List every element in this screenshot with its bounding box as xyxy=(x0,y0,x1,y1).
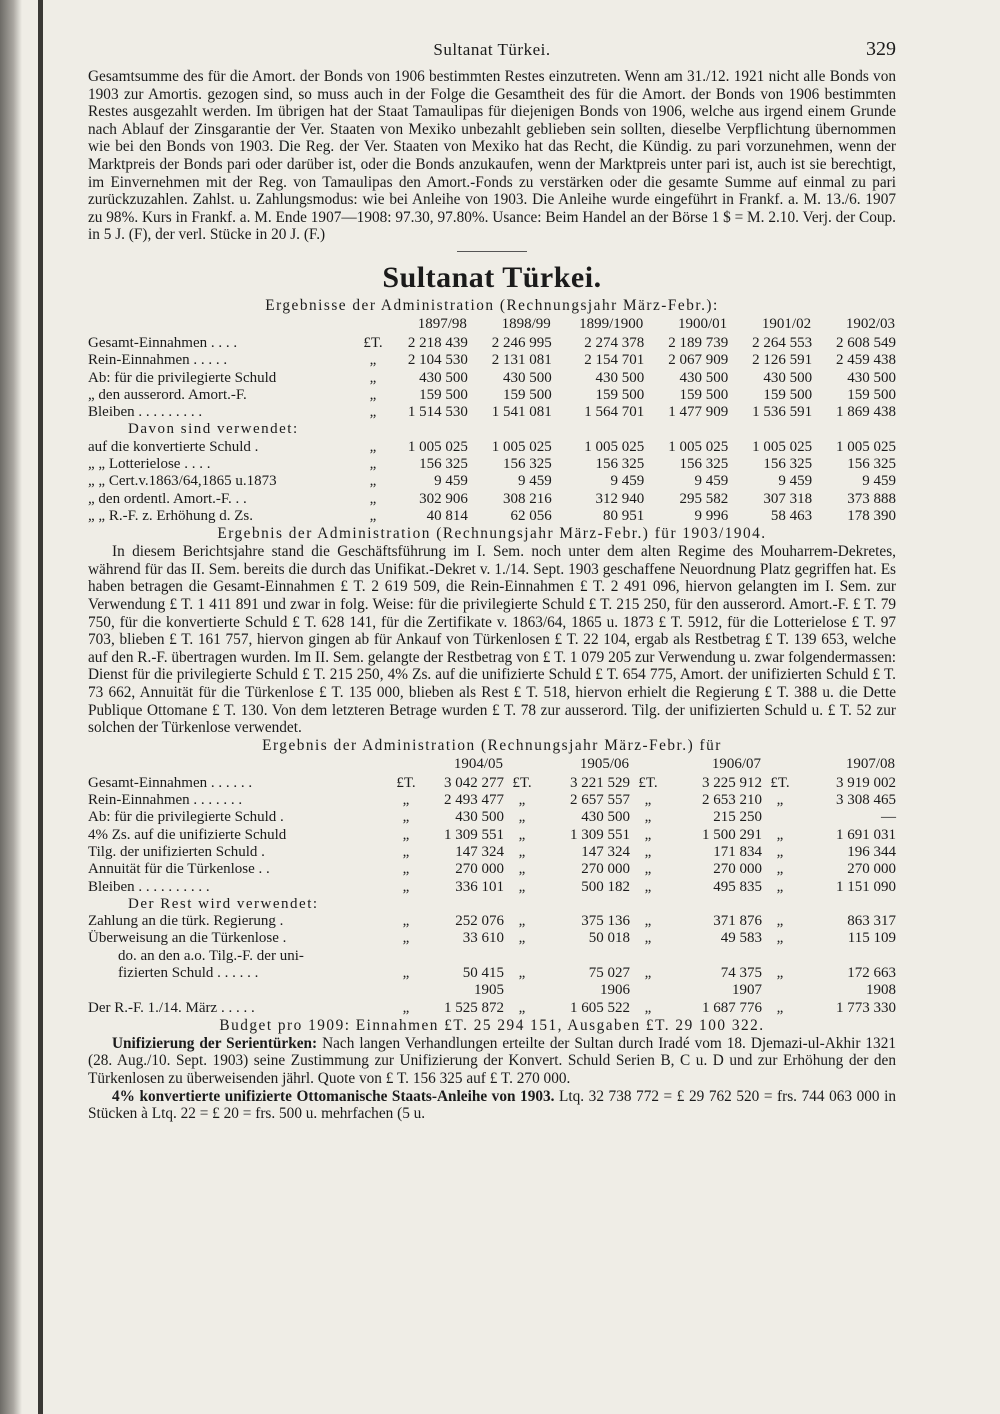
value-cell: — xyxy=(881,809,896,826)
row-label: fizierten Schuld . . . . . . xyxy=(118,965,259,981)
value-cell: 1 005 025 xyxy=(491,438,552,455)
row-label: „ „ Cert.v.1863/64,1865 u.1873 xyxy=(88,473,277,490)
value-cell: 159 500 xyxy=(503,386,552,403)
page-number: 329 xyxy=(866,38,896,60)
table1-row xyxy=(88,491,896,508)
value-cell: 3 221 529 xyxy=(570,774,630,791)
value-cell: 500 182 xyxy=(581,878,630,895)
value-cell: 2 657 557 xyxy=(570,792,630,809)
value-cell: 9 459 xyxy=(518,473,552,490)
unit-mark: „ xyxy=(369,352,377,369)
table2-year: 1904/05 xyxy=(453,756,503,773)
value-cell: 2 067 909 xyxy=(668,352,729,369)
value-cell: 115 109 xyxy=(847,930,896,947)
value-cell: 430 500 xyxy=(847,369,896,386)
unit-mark: „ xyxy=(644,913,652,930)
value-cell: 1 687 776 xyxy=(702,999,762,1016)
value-cell: 1 309 551 xyxy=(444,826,504,843)
value-cell: 1 500 291 xyxy=(702,826,762,843)
value-cell: 172 663 xyxy=(847,965,896,981)
value-cell: 3 225 912 xyxy=(702,774,762,791)
table1-caption: Ergebnisse der Administration (Rechnungsjahr März-Febr.): xyxy=(265,296,719,314)
value-cell: 2 189 739 xyxy=(668,334,729,351)
unit-mark: „ xyxy=(518,861,526,878)
table1-row xyxy=(88,370,896,387)
unit-mark: „ xyxy=(776,826,784,843)
value-cell: 215 250 xyxy=(713,809,762,826)
value-cell: 430 500 xyxy=(419,369,468,386)
unit-mark: „ xyxy=(402,965,410,981)
table1-row xyxy=(88,335,896,352)
value-cell: 430 500 xyxy=(595,369,645,386)
reserve-fund-year-row xyxy=(88,982,896,999)
value-cell: 1 514 530 xyxy=(407,404,468,421)
value-cell: 3 042 277 xyxy=(444,774,504,791)
running-header xyxy=(88,34,896,68)
row-label: Davon sind verwendet: xyxy=(128,421,299,438)
row-label: do. an den a.o. Tilg.-F. der uni- xyxy=(118,947,304,964)
unit-mark: „ xyxy=(518,878,526,895)
table1-body xyxy=(88,335,896,525)
table1-row xyxy=(88,387,896,404)
budget-line: Budget pro 1909: Einnahmen £T. 25 294 151, Ausgaben £T. 29 100 322. xyxy=(219,1016,765,1034)
value-cell: 2 493 477 xyxy=(444,792,504,809)
unifizierung-text: Nach langen Verhandlungen erteilte der Sultan durch Iradé vom 18. Djemazi-ul-Akhir 1321 (28. Aug./10. Sept. 1903) seine Zustimmung zur Unifizierung der Konvert. Schuld Serien B, C u. D und zur Erhöhung der den Türkenlosen zu überweisenden jährl. Quote von £ T. 156 325 auf £ T. 270 000. xyxy=(88,1034,896,1088)
value-cell: 373 888 xyxy=(847,490,896,507)
unit-mark: „ xyxy=(402,809,410,826)
table2-row xyxy=(88,965,896,982)
unit-mark: „ xyxy=(644,792,652,809)
table1-year: 1899/1900 xyxy=(579,316,644,333)
administration-table-1897-1903 xyxy=(88,315,896,525)
value-cell: 1 773 330 xyxy=(836,999,896,1016)
value-cell: 270 000 xyxy=(713,861,762,878)
table2-body xyxy=(88,775,896,983)
value-cell: 156 325 xyxy=(679,456,729,473)
unifizierung-paragraph xyxy=(88,1035,896,1088)
value-cell: 9 459 xyxy=(434,473,468,490)
table2-row xyxy=(88,913,896,930)
row-label: Der Rest wird verwendet: xyxy=(128,895,319,912)
unit-mark: „ xyxy=(518,999,526,1016)
anleihe-paragraph xyxy=(88,1088,896,1123)
value-cell: 58 463 xyxy=(770,507,813,524)
value-cell: 159 500 xyxy=(419,386,468,403)
unit-mark: „ xyxy=(369,507,377,524)
value-cell: 156 325 xyxy=(595,456,645,473)
value-cell: 1 477 909 xyxy=(668,404,729,421)
row-label: Annuität für die Türkenlose . . xyxy=(88,861,270,878)
unit-mark: „ xyxy=(644,878,652,895)
value-cell: 159 500 xyxy=(763,386,813,403)
value-cell: 1 691 031 xyxy=(836,826,896,843)
unit-mark: „ xyxy=(518,826,526,843)
row-label: Überweisung an die Türkenlose . xyxy=(88,930,287,947)
table1-row xyxy=(88,352,896,369)
unit-mark: „ xyxy=(776,861,784,878)
row-label: Gesamt-Einnahmen . . . . . . xyxy=(88,774,253,791)
table1-year: 1900/01 xyxy=(678,316,728,333)
table1-year: 1897/98 xyxy=(417,316,467,333)
table2-row xyxy=(88,861,896,878)
unit-mark: „ xyxy=(776,965,784,981)
unit-mark: „ xyxy=(402,826,410,843)
table1-row xyxy=(88,404,896,421)
value-cell: 270 000 xyxy=(581,861,630,878)
value-cell: 9 459 xyxy=(610,473,645,490)
value-cell: 1 536 591 xyxy=(752,404,813,421)
unit-mark: „ xyxy=(776,930,784,947)
value-cell: 196 344 xyxy=(847,843,896,860)
section-divider xyxy=(457,251,527,252)
table2-year: 1907/08 xyxy=(845,756,895,773)
table2-row xyxy=(88,948,896,965)
unit-mark: „ xyxy=(644,930,652,947)
reserve-fund-year: 1906 xyxy=(600,982,630,999)
unit-mark: „ xyxy=(518,792,526,809)
value-cell: 336 101 xyxy=(455,878,504,895)
unit-mark: „ xyxy=(402,843,410,860)
value-cell: 2 264 553 xyxy=(752,334,813,351)
table2-row xyxy=(88,809,896,826)
unit-mark: „ xyxy=(776,999,784,1016)
value-cell: 159 500 xyxy=(679,386,729,403)
table1-row xyxy=(88,508,896,525)
table1-year: 1902/03 xyxy=(845,316,895,333)
value-cell: 307 318 xyxy=(763,490,813,507)
value-cell: 495 835 xyxy=(713,878,762,895)
unit-mark: „ xyxy=(518,930,526,947)
value-cell: 9 459 xyxy=(862,473,896,490)
unit-mark: „ xyxy=(402,930,410,947)
value-cell: 40 814 xyxy=(426,507,468,524)
value-cell: 33 610 xyxy=(462,930,504,947)
row-label: auf die konvertierte Schuld . xyxy=(88,438,259,455)
value-cell: 863 317 xyxy=(847,913,896,930)
value-cell: 147 324 xyxy=(455,843,504,860)
value-cell: 1 005 025 xyxy=(407,438,468,455)
table2-row xyxy=(88,844,896,861)
value-cell: 1 541 081 xyxy=(491,404,552,421)
value-cell: 9 996 xyxy=(694,507,729,524)
row-label: „ den ausserord. Amort.-F. xyxy=(88,386,247,403)
value-cell: 295 582 xyxy=(679,490,729,507)
unit-mark: „ xyxy=(644,809,652,826)
row-label: Der R.-F. 1./14. März . . . . . xyxy=(88,999,255,1016)
value-cell: 270 000 xyxy=(847,861,896,878)
value-cell: 430 500 xyxy=(581,809,630,826)
value-cell: 2 246 995 xyxy=(491,334,552,351)
table1-year-row xyxy=(88,315,896,335)
value-cell: 156 325 xyxy=(763,456,813,473)
value-cell: 74 375 xyxy=(720,965,762,981)
table2-row xyxy=(88,792,896,809)
section-title: Sultanat Türkei. xyxy=(382,260,602,294)
value-cell: 159 500 xyxy=(847,386,896,403)
table1-row xyxy=(88,439,896,456)
unit-mark: „ xyxy=(776,878,784,895)
value-cell: 2 653 210 xyxy=(702,792,762,809)
value-cell: 9 459 xyxy=(778,473,813,490)
table2-year: 1906/07 xyxy=(711,756,761,773)
unit-mark: „ xyxy=(369,369,377,386)
value-cell: 430 500 xyxy=(679,369,729,386)
value-cell: 2 131 081 xyxy=(491,352,552,369)
unit-mark: „ xyxy=(644,826,652,843)
unit-mark: „ xyxy=(518,843,526,860)
running-title: Sultanat Türkei. xyxy=(433,40,551,59)
value-cell: 1 005 025 xyxy=(668,438,729,455)
reserve-fund-year: 1907 xyxy=(732,982,762,999)
value-cell: 2 154 701 xyxy=(584,352,645,369)
value-cell: 50 415 xyxy=(462,965,504,981)
admin-1903-text: In diesem Berichtsjahre stand die Geschäftsführung im I. Sem. noch unter dem alten Regime des Mouharrem-Dekretes, während für das II. Sem. bereits die durch das Unifikat.-Dekret v. 1./14. Sept. 1903 geschaffene Neuordnung Platz gegriffen hat. Es haben betragen die Gesamt-Einnahmen £ T. 2 619 509, die Rein-Einnahmen £ T. 2 491 096, hiervon gelangten im I. Sem. zur Verwendung £ T. 1 411 891 und zwar in folg. Weise: für die privilegierte Schuld £ T. 215 250, für den ausserord. Amort.-F. £ T. 79 750, für die konvertierte Schuld £ T. 628 141, für die Zertifikate v. 1863/64, 1865 u. 1873 £ T. 5912, für die Lotterielose £ T. 97 703, blieben £ T. 161 757, hiervon gingen ab für Ankauf von Türkenlosen £ T. 22 104, ergab als Restbetrag £ T. 139 653, welche auf den R.-F. übertragen wurden. Im II. Sem. gelangte der Restbetrag von £ T. 1 079 205 zur Verwendung u. zwar folgendermassen: Dienst für die privilegierte Schuld £ T. 215 250, 4% Zs. auf die unifizierte Schuld £ T. 654 775, Amort. der unifizierten Schuld £ T. 73 662, Annuität für die Türkenlose £ T. 135 000, blieben als Rest £ T. 518, hiervon erhielt die Regierung £ T. 388 u. die Dette Publique Ottomane £ T. 130. Von dem letzteren Betrage wurden £ T. 78 zur ausserord. Tilg. der unifizierten Schuld u. £ T. 52 zur solchen der Türkenlose verwendet. xyxy=(88,543,896,737)
table2-year-row xyxy=(88,755,896,775)
value-cell: 156 325 xyxy=(503,456,552,473)
unit-mark: „ xyxy=(369,456,377,473)
value-cell: 2 126 591 xyxy=(752,352,813,369)
value-cell: 312 940 xyxy=(595,490,645,507)
value-cell: 171 834 xyxy=(713,843,762,860)
value-cell: 1 005 025 xyxy=(752,438,813,455)
table2-row xyxy=(88,775,896,792)
unit-mark: „ xyxy=(776,792,784,809)
row-label: Tilg. der unifizierten Schuld . xyxy=(88,843,265,860)
table2-row xyxy=(88,896,896,913)
value-cell: 1 005 025 xyxy=(584,438,645,455)
unit-mark: £T. xyxy=(770,774,790,791)
unit-mark: „ xyxy=(402,878,410,895)
unit-mark: £T. xyxy=(396,774,416,791)
value-cell: 9 459 xyxy=(694,473,729,490)
document-page xyxy=(88,34,896,1123)
row-label: 4% Zs. auf die unifizierte Schuld xyxy=(88,826,287,843)
unifizierung-heading: Unifizierung der Serientürken: xyxy=(112,1034,318,1052)
value-cell: 2 218 439 xyxy=(407,334,468,351)
value-cell: 3 308 465 xyxy=(836,792,896,809)
unit-mark: „ xyxy=(518,809,526,826)
intro-paragraph: Gesamtsumme des für die Amort. der Bonds von 1906 bestimmten Restes einzutreten. Wenn am 31./12. 1921 nicht alle Bonds von 1903 zur Amortis. gezogen sind, so muss auch in der Folge die Gesamtheit des für die Amort. der Bonds von 1906 bestimmten Restes ausgezahlt werden. Im übrigen hat der Staat Tamaulipas für diejenigen Bonds von 1906, welche aus irgend einem Grunde nach Ablauf der Zinsgarantie der Ver. Staaten von Mexiko unbezahlt geblieben sein sollten, dieselbe Verpflichtung übernommen wie bei den Bonds von 1903. Die Reg. der Ver. Staaten von Mexiko hat das Recht, die Kündig. zu pari vorzunehmen, wenn der Marktpreis der Bonds pari oder darüber ist, oder die Bonds anzukaufen, wenn der Marktpreis unter pari ist, auch ist sie berechtigt, im Einvernehmen mit der Reg. von Tamaulipas den Amort.-Fonds zu verstärken oder die gesamte Summe auf einmal zu pari zurückzuzahlen. Zahlst. u. Zahlungsmodus: wie bei Anleihe von 1903. Die Anleihe wurde eingeführt in Frankf. a. M. 13./6. 1907 zu 98%. Kurs in Frankf. a. M. Ende 1907—1908: 97.30, 97.80%. Usance: Beim Handel an der Börse 1 $ = M. 2.10. Verj. der Coup. in 5 J. (F), der verl. Stücke in 20 J. (F.) xyxy=(88,68,896,244)
value-cell: 302 906 xyxy=(419,490,468,507)
table2-year: 1905/06 xyxy=(579,756,629,773)
value-cell: 1 564 701 xyxy=(584,404,645,421)
value-cell: 147 324 xyxy=(581,843,630,860)
unit-mark: £T. xyxy=(512,774,532,791)
value-cell: 252 076 xyxy=(455,913,504,930)
value-cell: 50 018 xyxy=(588,930,630,947)
value-cell: 270 000 xyxy=(455,861,504,878)
value-cell: 156 325 xyxy=(847,456,896,473)
value-cell: 3 919 002 xyxy=(836,774,896,791)
value-cell: 1 151 090 xyxy=(836,878,896,895)
unit-mark: „ xyxy=(402,999,410,1016)
value-cell: 1 869 438 xyxy=(836,404,896,421)
row-label: Zahlung an die türk. Regierung . xyxy=(88,913,284,930)
administration-table-1904-1908 xyxy=(88,755,896,1017)
reserve-fund-year: 1905 xyxy=(474,982,504,999)
table2-caption: Ergebnis der Administration (Rechnungsjahr März-Febr.) für xyxy=(262,736,722,754)
row-label: Rein-Einnahmen . . . . . . . xyxy=(88,792,243,809)
row-label: „ „ Lotterielose . . . . xyxy=(88,456,211,473)
value-cell: 1 005 025 xyxy=(836,438,896,455)
book-gutter-shadow xyxy=(0,0,22,1414)
unit-mark: „ xyxy=(369,473,377,490)
row-label: Bleiben . . . . . . . . . xyxy=(88,404,203,421)
row-label: Bleiben . . . . . . . . . . xyxy=(88,878,210,895)
table2-row xyxy=(88,827,896,844)
value-cell: 430 500 xyxy=(503,369,552,386)
value-cell: 1 309 551 xyxy=(570,826,630,843)
admin-1903-caption: Ergebnis der Administration (Rechnungsjahr März-Febr.) für 1903/1904. xyxy=(217,525,767,543)
unit-mark: „ xyxy=(369,438,377,455)
row-label: Ab: für die privilegierte Schuld . xyxy=(88,809,284,826)
value-cell: 156 325 xyxy=(419,456,468,473)
value-cell: 308 216 xyxy=(503,490,552,507)
value-cell: 2 608 549 xyxy=(836,334,896,351)
unit-mark xyxy=(762,809,798,826)
row-label: Gesamt-Einnahmen . . . . xyxy=(88,334,238,351)
value-cell: 49 583 xyxy=(720,930,762,947)
anleihe-text: Ltq. 32 738 772 = £ 29 762 520 = frs. 744 063 000 in Stücken à Ltq. 22 = £ 20 = frs. 500 u. mehrfachen (5 u. xyxy=(88,1087,896,1123)
anleihe-heading: 4% konvertierte unifizierte Ottomanische Staats-Anleihe von 1903. xyxy=(112,1087,555,1105)
row-label: „ „ R.-F. z. Erhöhung d. Zs. xyxy=(88,507,254,524)
value-cell: 2 459 438 xyxy=(836,352,896,369)
unit-mark: „ xyxy=(369,490,377,507)
table1-year: 1901/02 xyxy=(761,316,812,333)
value-cell: 75 027 xyxy=(588,965,630,981)
unit-mark: „ xyxy=(644,861,652,878)
row-label: Rein-Einnahmen . . . . . xyxy=(88,352,228,369)
table1-row xyxy=(88,421,896,438)
table1-row xyxy=(88,456,896,473)
reserve-fund-year: 1908 xyxy=(866,982,896,999)
unit-mark: „ xyxy=(518,913,526,930)
value-cell: 371 876 xyxy=(713,913,762,930)
value-cell: 159 500 xyxy=(595,386,645,403)
value-cell: 62 056 xyxy=(510,507,552,524)
unit-mark: „ xyxy=(402,792,410,809)
unit-mark: £T. xyxy=(363,334,383,351)
unit-mark: „ xyxy=(518,965,526,981)
value-cell: 80 951 xyxy=(603,507,645,524)
table2-reserve-fund xyxy=(88,982,896,1017)
value-cell: 178 390 xyxy=(847,507,896,524)
value-cell: 1 605 522 xyxy=(570,999,630,1016)
value-cell: 430 500 xyxy=(763,369,813,386)
reserve-fund-row xyxy=(88,1000,896,1017)
unit-mark: „ xyxy=(644,843,652,860)
table2-row xyxy=(88,879,896,896)
value-cell: 430 500 xyxy=(455,809,504,826)
unit-mark: „ xyxy=(402,861,410,878)
unit-mark: „ xyxy=(369,404,377,421)
table1-row xyxy=(88,473,896,490)
row-label: „ den ordentl. Amort.-F. . . xyxy=(88,490,247,507)
book-spine-line xyxy=(38,0,43,1414)
row-label: Ab: für die privilegierte Schuld xyxy=(88,369,277,386)
unit-mark: „ xyxy=(776,913,784,930)
unit-mark: „ xyxy=(369,386,377,403)
table1-year: 1898/99 xyxy=(501,316,551,333)
unit-mark: „ xyxy=(644,999,652,1016)
table2-row xyxy=(88,930,896,947)
value-cell: 375 136 xyxy=(581,913,630,930)
value-cell: 2 104 530 xyxy=(407,352,468,369)
unit-mark: „ xyxy=(644,965,652,981)
unit-mark: £T. xyxy=(638,774,658,791)
unit-mark: „ xyxy=(776,843,784,860)
value-cell: 1 525 872 xyxy=(444,999,504,1016)
unit-mark: „ xyxy=(402,913,410,930)
value-cell: 2 274 378 xyxy=(584,334,645,351)
